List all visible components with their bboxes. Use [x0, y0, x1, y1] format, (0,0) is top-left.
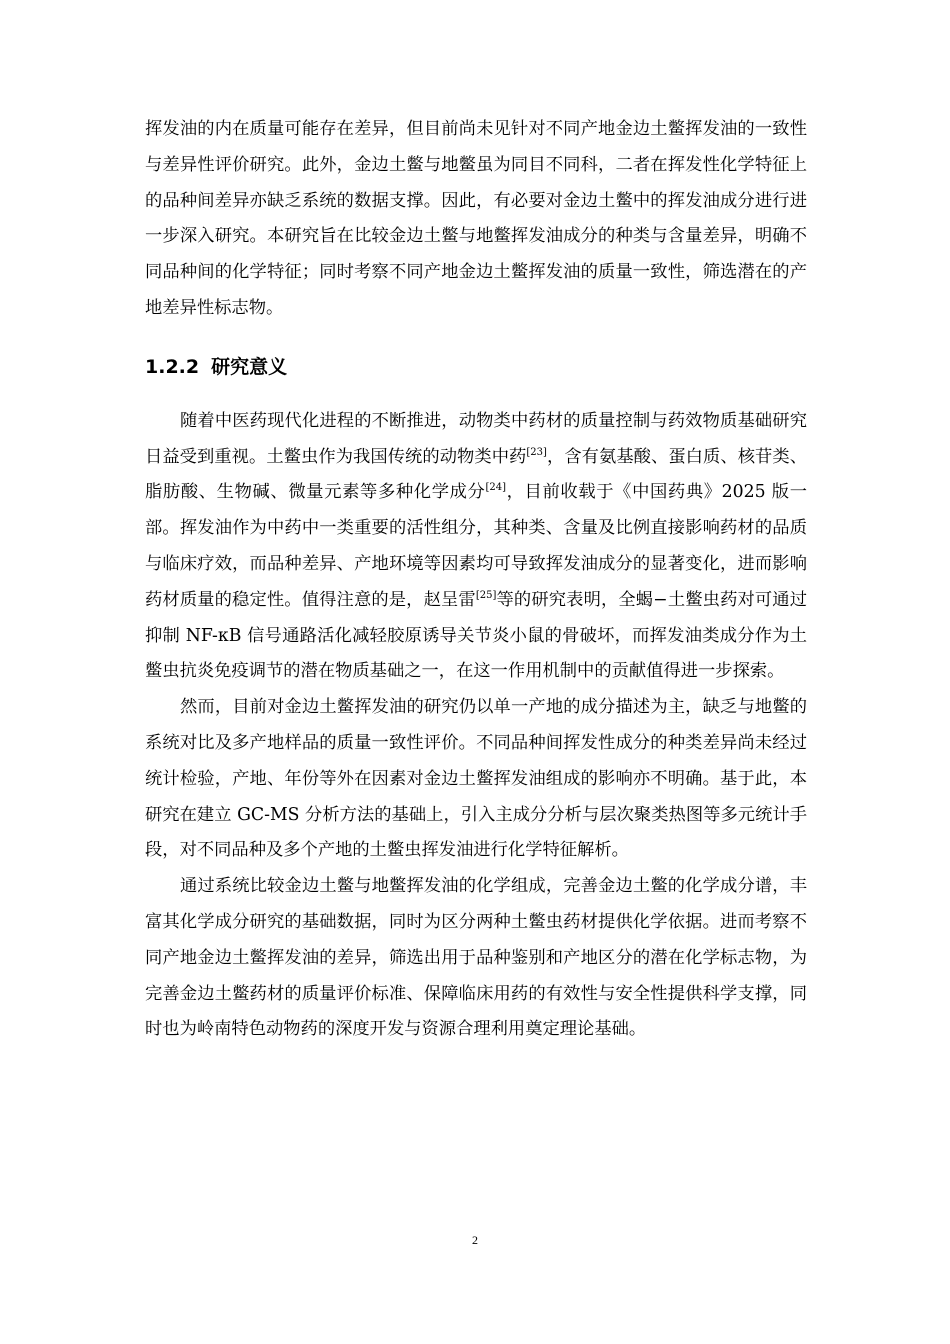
section-number: 1.2.2	[145, 355, 200, 378]
paragraph-significance-1	[145, 404, 807, 690]
heading-spacer	[145, 391, 807, 404]
document-body	[145, 112, 807, 1048]
paragraph-text: 随着中医药现代化进程的不断推进，动物类中药材的质量控制与药效物质基础研究日益受到重视。土鳖虫作为我国传统的动物类中药	[145, 410, 807, 467]
citation-ref-24: [24]	[485, 482, 506, 494]
section-title: 研究意义	[211, 355, 288, 378]
citation-ref-25: [25]	[475, 590, 497, 601]
paragraph-significance-2: 然而，目前对金边土鳖挥发油的研究仍以单一产地的成分描述为主，缺乏与地鳖的系统对比及多产地样品的质量一致性评价。不同品种间挥发性成分的种类差异尚未经过统计检验，产地、年份等外在因素对金边土鳖挥发油组成的影响亦不明确。基于此，本研究在建立 GC-MS 分析方法的基础上，引入主成分分析与层次聚类热图等多元统计手段，对不同品种及多个产地的土鳖虫挥发油进行化学特征解析。	[145, 697, 807, 861]
paragraph-text: 等的研究表明，全蝎−土鳖虫药对可通过抑制 NF-κB 信号通路活化减轻胶原诱导关节炎小鼠的骨破坏，而挥发油类成分作为土鳖虫抗炎免疫调节的潜在物质基础之一，在这一作用机制中的贡献值得进一步探索。	[145, 589, 807, 682]
section-heading	[145, 327, 807, 391]
paragraph-text: ，目前收载于《中国药典》2025 版一部。挥发油作为中药中一类重要的活性组分，其种类、含量及比例直接影响药材的品质与临床疗效，而品种差异、产地环境等因素均可导致挥发油成分的显著变化，进而影响药材质量的稳定性。值得注意的是，赵呈雷	[145, 482, 807, 610]
paragraph-significance-3: 通过系统比较金边土鳖与地鳖挥发油的化学组成，完善金边土鳖的化学成分谱，丰富其化学成分研究的基础数据，同时为区分两种土鳖虫药材提供化学依据。进而考察不同产地金边土鳖挥发油的差异，筛选出用于品种鉴别和产地区分的潜在化学标志物，为完善金边土鳖药材的质量评价标准、保障临床用药的有效性与安全性提供科学支撑，同时也为岭南特色动物药的深度开发与资源合理利用奠定理论基础。	[145, 876, 807, 1040]
page-number: 2	[472, 1233, 478, 1247]
paragraph-text: ，含有氨基酸、蛋白质、核苷类、脂肪酸、生物碱、微量元素等多种化学成分	[145, 446, 807, 503]
citation-ref-23: [23]	[526, 446, 547, 458]
paragraph-intro-continued: 挥发油的内在质量可能存在差异，但目前尚未见针对不同产地金边土鳖挥发油的一致性与差异性评价研究。此外，金边土鳖与地鳖虽为同目不同科，二者在挥发性化学特征上的品种间差异亦缺乏系统的数据支撑。因此，有必要对金边土鳖中的挥发油成分进行进一步深入研究。本研究旨在比较金边土鳖与地鳖挥发油成分的种类与含量差异，明确不同品种间的化学特征；同时考察不同产地金边土鳖挥发油的质量一致性，筛选潜在的产地差异性标志物。	[145, 119, 807, 318]
